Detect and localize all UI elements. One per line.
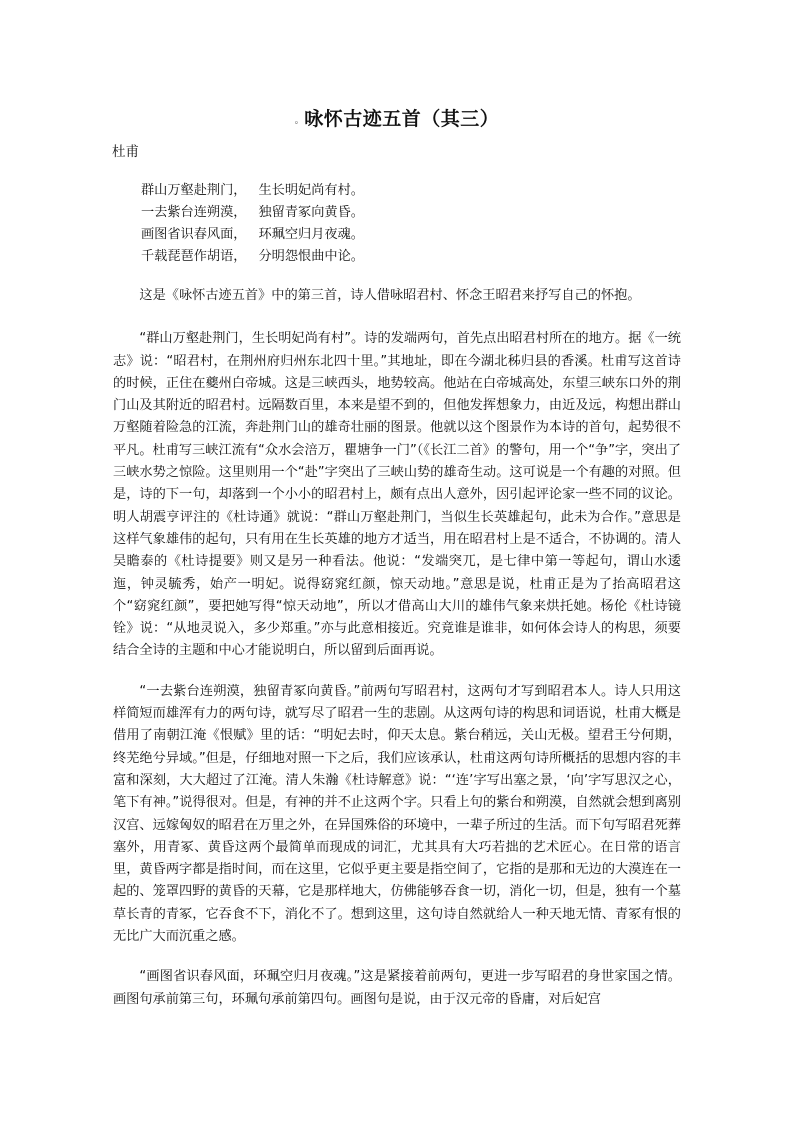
- poem-line-second-half: 独留青冢向黄昏。: [258, 205, 364, 220]
- poem-line: [141, 202, 364, 224]
- poem-line: [141, 180, 364, 202]
- page-title: [0, 104, 794, 131]
- poem-line: [141, 224, 364, 246]
- poem-line: [141, 246, 364, 268]
- poem-line-first-half: 画图省识春风面，: [141, 227, 247, 242]
- poem-line-second-half: 环珮空归月夜魂。: [258, 227, 364, 242]
- title-mark: 。: [294, 116, 305, 126]
- poem-line-second-half: 分明怨恨曲中论。: [258, 249, 364, 264]
- poem-line-first-half: 一去紫台连朔漠，: [141, 205, 247, 220]
- commentary: [113, 285, 681, 1029]
- poem-line-first-half: 群山万壑赴荆门，: [141, 183, 247, 198]
- title-text: 咏怀古迹五首（其三）: [304, 108, 500, 130]
- commentary-paragraph: “画图省识春风面，环珮空归月夜魂。”这是紧接着前两句，更进一步写昭君的身世家国之情。画图句承前第三句，环珮句承前第四句。画图句是说，由于汉元帝的昏庸，对后妃宫: [113, 969, 681, 1007]
- author-name: 杜甫: [112, 144, 139, 160]
- poem-line-first-half: 千载琵琶作胡语，: [141, 249, 247, 264]
- commentary-paragraph: “一去紫台连朔漠，独留青冢向黄昏。”前两句写昭君村，这两句才写到昭君本人。诗人只用这样简短而雄浑有力的两句诗，就写尽了昭君一生的悲剧。从这两句诗的构思和词语说，杜甫大概是借用了南朝江淹《恨赋》里的话：“明妃去时，仰天太息。紫台稍远，关山无极。望君王兮何期，终芜绝兮异域。”但是，仔细地对照一下之后，我们应该承认，杜甫这两句诗所概括的思想内容的丰富和深刻，大大超过了江淹。清人朱瀚《杜诗解意》说：“‘连’字写出塞之景，‘向’字写思汉之心，笔下有神。”说得很对。但是，有神的并不止这两个字。只看上句的紫台和朔漠，自然就会想到离别汉宫、远嫁匈奴的昭君在万里之外，在异国殊俗的环境中，一辈子所过的生活。而下句写昭君死葬塞外，用青冢、黄昏这两个最简单而现成的词汇，尤其具有大巧若拙的艺术匠心。在日常的语言里，黄昏两字都是指时间，而在这里，它似乎更主要是指空间了，它指的是那和无边的大漠连在一起的、笼罩四野的黄昏的天幕，它是那样地大，仿佛能够吞食一切，消化一切，但是，独有一个墓草长青的青冢，它吞食不下，消化不了。想到这里，这句诗自然就给人一种天地无情、青冢有恨的无比广大而沉重之感。: [113, 683, 682, 945]
- poem-block: [141, 180, 364, 268]
- poem-line-second-half: 生长明妃尚有村。: [258, 183, 364, 198]
- intro-paragraph: 这是《咏怀古迹五首》中的第三首，诗人借咏昭君村、怀念王昭君来抒写自己的怀抱。: [139, 288, 641, 303]
- commentary-paragraph: “群山万壑赴荆门，生长明妃尚有村”。诗的发端两句，首先点出昭君村所在的地方。据《一统志》说：“昭君村，在荆州府归州东北四十里。”其地址，即在今湖北秭归县的香溪。杜甫写这首诗的时候，正住在夔州白帝城。这是三峡西头，地势较高。他站在白帝城高处，东望三峡东口外的荆门山及其附近的昭君村。远隔数百里，本来是望不到的，但他发挥想象力，由近及远，构想出群山万壑随着险急的江流，奔赴荆门山的雄奇壮丽的图景。他就以这个图景作为本诗的首句，起势很不平凡。杜甫写三峡江流有“众水会涪万，瞿塘争一门”（《长江二首》的警句，用一个“争”字，突出了三峡水势之惊险。这里则用一个“赴”字突出了三峡山势的雄奇生动。这可说是一个有趣的对照。但是，诗的下一句，却落到一个小小的昭君村上，颇有点出人意外，因引起评论家一些不同的议论。明人胡震亨评注的《杜诗通》就说：“群山万壑赴荆门，当似生长英雄起句，此未为合作。”意思是这样气象雄伟的起句，只有用在生长英雄的地方才适当，用在昭君村上是不适合，不协调的。清人吴瞻泰的《杜诗提要》则又是另一种看法。他说：“发端突兀，是七律中第一等起句，谓山水逶迤，钟灵毓秀，始产一明妃。说得窈窕红颜，惊天动地。”意思是说，杜甫正是为了抬高昭君这个“窈窕红颜”，要把她写得“惊天动地”，所以才借高山大川的雄伟气象来烘托她。杨伦《杜诗镜铨》说：“从地灵说入，多少郑重。”亦与此意相接近。究竟谁是谁非，如何体会诗人的构思，须要结合全诗的主题和中心才能说明白，所以留到后面再说。: [113, 331, 681, 659]
